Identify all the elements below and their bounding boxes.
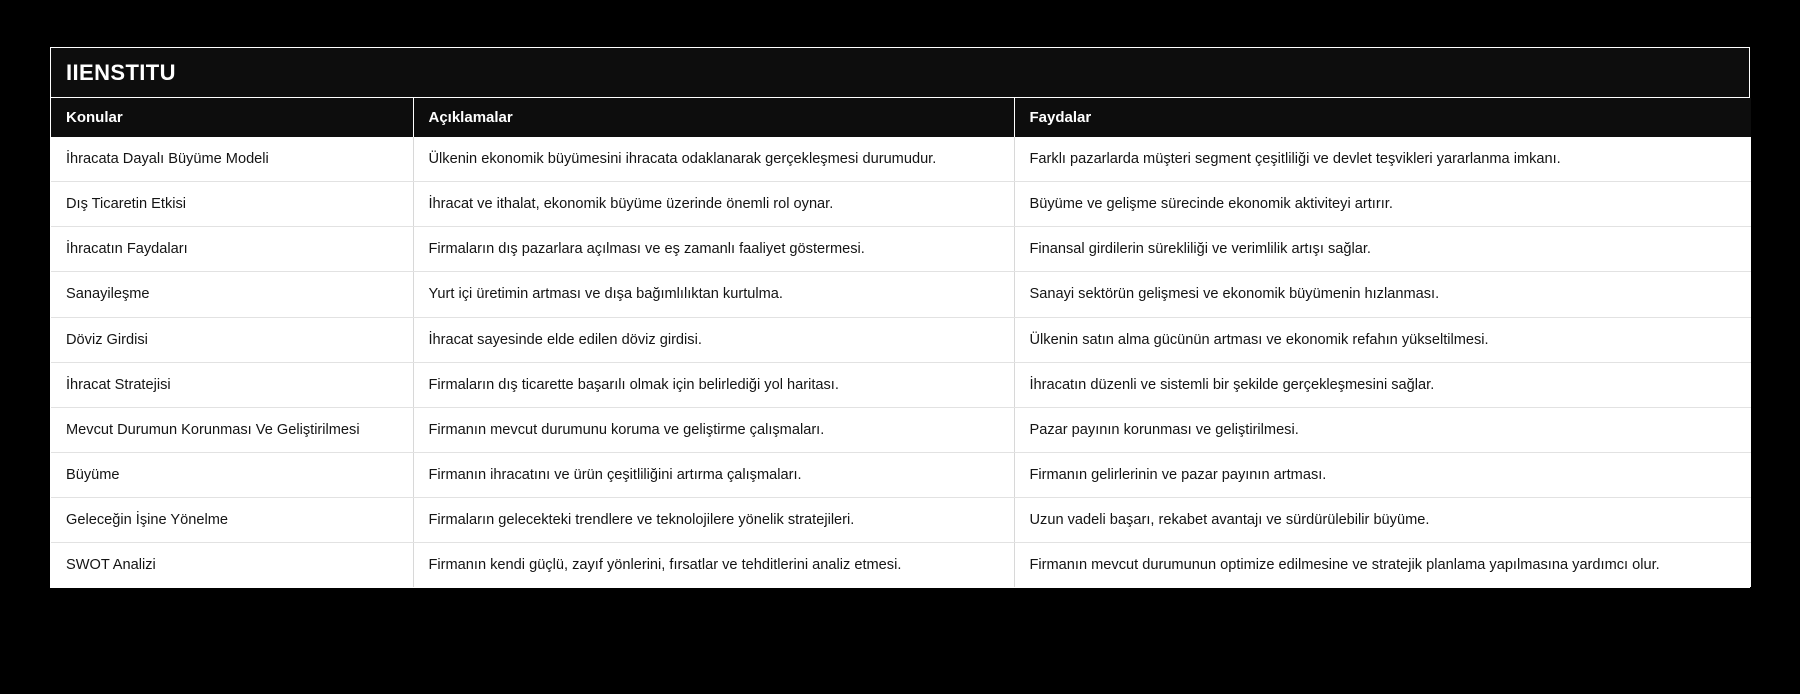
table-cell-konular: Geleceğin İşine Yönelme	[51, 498, 413, 543]
table-row	[51, 498, 1751, 543]
table-cell-faydalar: Farklı pazarlarda müşteri segment çeşitliliği ve devlet teşvikleri yararlanma imkanı.	[1014, 137, 1751, 182]
table-cell-faydalar: Ülkenin satın alma gücünün artması ve ekonomik refahın yükseltilmesi.	[1014, 317, 1751, 362]
table-cell-faydalar: Firmanın mevcut durumunun optimize edilmesine ve stratejik planlama yapılmasına yardımcı olur.	[1014, 543, 1751, 588]
column-header-faydalar: Faydalar	[1014, 98, 1751, 137]
table-cell-aciklamalar: Firmanın ihracatını ve ürün çeşitliliğini artırma çalışmaları.	[413, 452, 1014, 497]
table-cell-aciklamalar: Firmaların dış pazarlara açılması ve eş zamanlı faaliyet göstermesi.	[413, 227, 1014, 272]
table-head	[51, 98, 1751, 137]
table-cell-konular: SWOT Analizi	[51, 543, 413, 588]
table-cell-aciklamalar: İhracat sayesinde elde edilen döviz girdisi.	[413, 317, 1014, 362]
table-row	[51, 362, 1751, 407]
table-cell-konular: Dış Ticaretin Etkisi	[51, 182, 413, 227]
table-cell-faydalar: Sanayi sektörün gelişmesi ve ekonomik büyümenin hızlanması.	[1014, 272, 1751, 317]
table-row	[51, 227, 1751, 272]
table-cell-aciklamalar: Yurt içi üretimin artması ve dışa bağımlılıktan kurtulma.	[413, 272, 1014, 317]
table-row	[51, 272, 1751, 317]
column-header-konular: Konular	[51, 98, 413, 137]
table-cell-faydalar: Pazar payının korunması ve geliştirilmesi.	[1014, 407, 1751, 452]
table-cell-aciklamalar: Firmanın kendi güçlü, zayıf yönlerini, fırsatlar ve tehditlerini analiz etmesi.	[413, 543, 1014, 588]
table-row	[51, 543, 1751, 588]
column-header-aciklamalar: Açıklamalar	[413, 98, 1014, 137]
brand-header	[51, 48, 1749, 98]
table-cell-konular: Döviz Girdisi	[51, 317, 413, 362]
table-cell-konular: Mevcut Durumun Korunması Ve Geliştirilmesi	[51, 407, 413, 452]
table-cell-faydalar: Firmanın gelirlerinin ve pazar payının artması.	[1014, 452, 1751, 497]
table-cell-faydalar: Finansal girdilerin sürekliliği ve verimlilik artışı sağlar.	[1014, 227, 1751, 272]
table-cell-konular: Sanayileşme	[51, 272, 413, 317]
table-cell-aciklamalar: Ülkenin ekonomik büyümesini ihracata odaklanarak gerçekleşmesi durumudur.	[413, 137, 1014, 182]
table-header-row	[51, 98, 1751, 137]
table-row	[51, 407, 1751, 452]
table-cell-konular: İhracatın Faydaları	[51, 227, 413, 272]
table-cell-konular: İhracata Dayalı Büyüme Modeli	[51, 137, 413, 182]
table-cell-aciklamalar: Firmanın mevcut durumunu koruma ve geliştirme çalışmaları.	[413, 407, 1014, 452]
table-cell-faydalar: Büyüme ve gelişme sürecinde ekonomik aktiviteyi artırır.	[1014, 182, 1751, 227]
table-row	[51, 452, 1751, 497]
table-cell-aciklamalar: Firmaların gelecekteki trendlere ve teknolojilere yönelik stratejileri.	[413, 498, 1014, 543]
table-cell-konular: İhracat Stratejisi	[51, 362, 413, 407]
table-body	[51, 137, 1751, 587]
table-row	[51, 317, 1751, 362]
brand-title: IIENSTITU	[66, 59, 176, 85]
table-cell-aciklamalar: İhracat ve ithalat, ekonomik büyüme üzerinde önemli rol oynar.	[413, 182, 1014, 227]
table-row	[51, 182, 1751, 227]
table-cell-aciklamalar: Firmaların dış ticarette başarılı olmak için belirlediği yol haritası.	[413, 362, 1014, 407]
info-table-card	[50, 47, 1750, 588]
table-row	[51, 137, 1751, 182]
table-cell-faydalar: Uzun vadeli başarı, rekabet avantajı ve sürdürülebilir büyüme.	[1014, 498, 1751, 543]
comparison-table	[51, 98, 1751, 587]
table-cell-faydalar: İhracatın düzenli ve sistemli bir şekilde gerçekleşmesini sağlar.	[1014, 362, 1751, 407]
table-cell-konular: Büyüme	[51, 452, 413, 497]
